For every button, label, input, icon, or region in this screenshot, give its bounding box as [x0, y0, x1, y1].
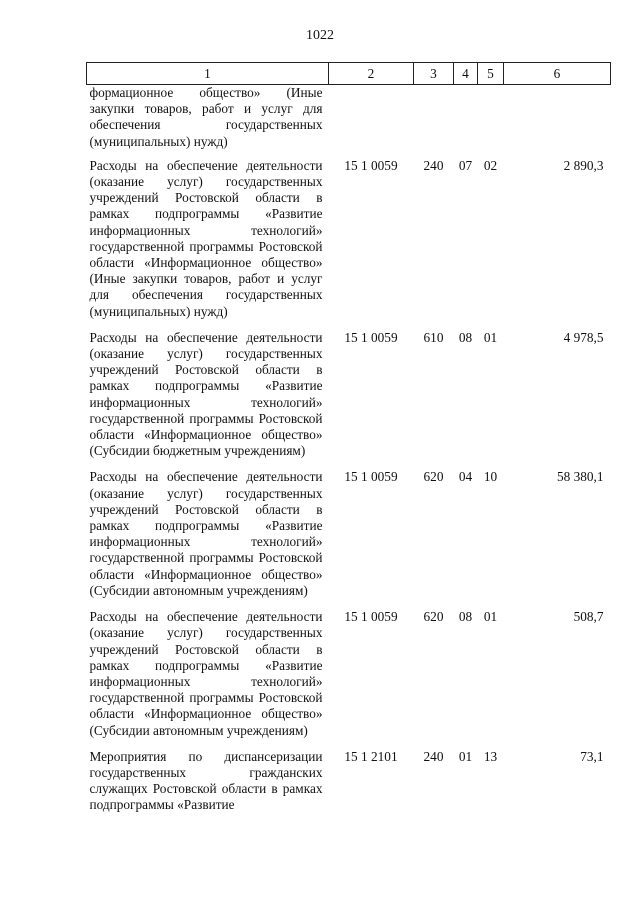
row-amount: 58 380,1	[556, 469, 604, 485]
column-header-3: 3	[414, 63, 454, 85]
row-target-code: 15 1 0059	[344, 329, 398, 345]
row-target-code: 15 1 0059	[344, 609, 398, 625]
row-subsection: 10	[483, 469, 498, 485]
row-amount: 2 890,3	[563, 157, 604, 173]
column-header-2: 2	[329, 63, 414, 85]
row-description: Расходы на обеспечение деятельности (оказание услуг) государственных учреждений Ростовской области в рамках подпрограммы «Развитие информационных технологий» государственной программы Ростовской области «Информационное общество» (Субсидии автономным учреждениям)	[89, 469, 323, 598]
row-amount: 4 978,5	[563, 329, 604, 345]
row-target-code: 15 1 0059	[344, 469, 398, 485]
row-description: Расходы на обеспечение деятельности (оказание услуг) государственных учреждений Ростовской области в рамках подпрограммы «Развитие информационных технологий» государственной программы Ростовской области «Информационное общество» (Субсидии бюджетным учреждениям)	[89, 329, 323, 459]
table-row	[87, 609, 611, 749]
column-header-6: 6	[504, 63, 611, 85]
row-description: Мероприятия по диспансеризации государственных гражданских служащих Ростовской области в рамках подпрограммы «Развитие	[89, 748, 323, 813]
column-header-1: 1	[87, 63, 329, 85]
row-subsection: 02	[483, 157, 498, 173]
row-subsection: 13	[483, 748, 498, 764]
column-header-4: 4	[454, 63, 478, 85]
continuation-row	[87, 85, 611, 158]
table-row	[87, 158, 611, 330]
row-kind-code: 240	[423, 748, 444, 764]
row-subsection: 01	[483, 609, 498, 625]
table-row	[87, 330, 611, 470]
budget-table	[86, 62, 611, 824]
row-description: Расходы на обеспечение деятельности (оказание услуг) государственных учреждений Ростовской области в рамках подпрограммы «Развитие информационных технологий» государственной программы Ростовской области «Информационное общество» (Субсидии автономным учреждениям)	[89, 609, 323, 738]
row-section: 08	[458, 609, 473, 625]
row-amount: 73,1	[580, 748, 604, 764]
row-kind-code: 610	[423, 329, 444, 345]
header-row	[87, 63, 611, 85]
page-number: 1022	[306, 28, 334, 43]
row-amount: 508,7	[573, 609, 604, 625]
row-section: 07	[458, 157, 473, 173]
row-kind-code: 240	[423, 157, 444, 173]
row-kind-code: 620	[423, 469, 444, 485]
row-description: Расходы на обеспечение деятельности (оказание услуг) государственных учреждений Ростовской области в рамках подпрограммы «Развитие информационных технологий» государственной программы Ростовской области «Информационное общество» (Иные закупки товаров, работ и услуг для обеспечения государственных (муниципальных) нужд)	[89, 157, 323, 319]
row-target-code: 15 1 2101	[344, 748, 398, 764]
row-section: 01	[458, 748, 473, 764]
table-row	[87, 749, 611, 824]
row-subsection: 01	[483, 329, 498, 345]
row-description: формационное общество» (Иные закупки товаров, работ и услуг для обеспечения государственных (муниципальных) нужд)	[89, 85, 323, 149]
table-row	[87, 469, 611, 609]
row-section: 04	[458, 469, 473, 485]
column-header-5: 5	[478, 63, 504, 85]
row-target-code: 15 1 0059	[344, 157, 398, 173]
row-kind-code: 620	[423, 609, 444, 625]
row-section: 08	[458, 329, 473, 345]
